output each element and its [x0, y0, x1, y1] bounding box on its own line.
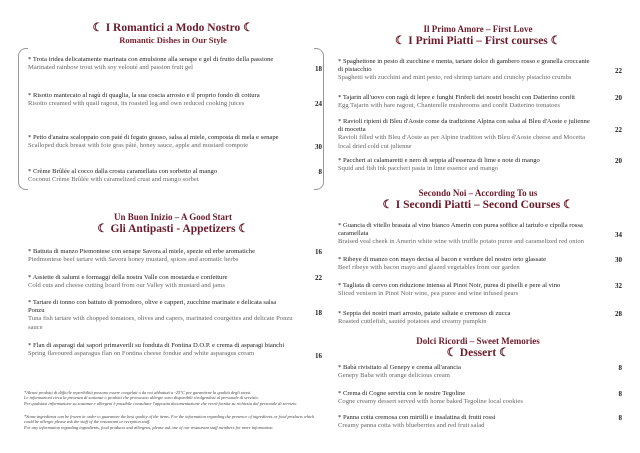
antipasti-title: ☾ Gli Antipasti - Appetizers ☾: [97, 223, 249, 235]
menu-item: [18, 134, 328, 150]
menu-item: [18, 92, 328, 108]
dish-italian: * Spaghettone in pesto di zucchine e menta, tartare dolce di gambero rosso e granella croccante di pistacchio: [338, 58, 590, 74]
dish-english: Risotto creamed with quail ragout, its roasted leg and own reduced cooking juices: [28, 100, 245, 108]
dish-italian: * Babà rivisitato al Genepy e crema all'arancia: [338, 364, 461, 371]
dish-price: 32: [615, 282, 622, 290]
menu-item: [328, 310, 628, 326]
dish-price: 28: [615, 310, 622, 318]
dish-italian: * Ravioli ripieni di Bleu d'Aoste come da tradizione Alpina con salsa al Bleu d'Aoste e julienne di mocetta: [338, 118, 590, 134]
dolci-header: [328, 336, 628, 360]
menu-item: [328, 222, 628, 247]
antipasti-header: [18, 212, 328, 236]
dish-english: Genepy Baba with orange delicious cream: [338, 372, 450, 380]
dish-italian: * Ribeye di manzo con mayo decisa al bacon e verdure del nostro orto glassate: [338, 256, 546, 263]
dish-price: 8: [618, 414, 622, 422]
dish-price: 34: [615, 231, 622, 239]
footnotes-it: [24, 390, 324, 406]
menu-item: [18, 248, 328, 264]
menu-item: [18, 299, 328, 332]
primi-super: Il Primo Amore – First Love: [423, 24, 533, 34]
dish-italian: * Tartare di tonno con battuto di pomodoro, olive e capperi, zucchine marinate e delicata salsa Ponzu: [28, 299, 277, 315]
secondi-super: Secondo Noi – According To us: [418, 188, 538, 198]
dish-english: Braised veal cheek in Amerin white wine with truffle potato puree and caramelized red onion: [338, 238, 584, 246]
dish-english: Marinated rainbow trout with soy velouté and passion fruit gel: [28, 64, 193, 72]
dish-italian: * Crème Brûlée al cocco dalla crosta caramellata con sorbetto al mango: [28, 168, 218, 175]
menu-item: [328, 256, 628, 272]
menu-item: [328, 364, 628, 380]
menu-item: [328, 282, 628, 298]
dish-price: 18: [315, 65, 322, 73]
dish-english: Scalloped duck breast with foie gras pâté, honey sauce, apple and mustard compote: [28, 142, 249, 150]
secondi-title: ☾ I Secondi Piatti – Second Courses ☾: [382, 199, 574, 211]
menu-item: [328, 157, 628, 173]
dish-italian: * Seppia dei nostri mari arrosto, patate saltate e cremoso di zucca: [338, 310, 511, 317]
dolci-title: ☾ Dessert ☾: [446, 347, 510, 359]
dish-italian: * Trota iridea delicatamente marinata con emulsione alla senape e gel di frutto della passione: [28, 56, 274, 63]
dish-italian: * Crema di Cogne servita con le nostre Tegoline: [338, 390, 466, 397]
footnote: Per qualsiasi informazione su sostanze e allergeni è possibile consultare l'apposita documentazione che verrà fornita su richiesta dal personale di servizio.: [24, 400, 298, 406]
dish-price: 8: [618, 364, 622, 372]
romantici-subtitle: Romantic Dishes in Our Style: [119, 35, 227, 45]
dish-italian: * Panna cotta cremosa con mirtilli e insalatina di frutti rossi: [338, 414, 496, 421]
romantici-header: [18, 22, 328, 45]
dish-italian: * Tajarin all'uovo con ragù di lepre e funghi Finferli dei nostri boschi con Datterino confit: [338, 94, 576, 101]
dish-english: Roasted cuttlefish, sautéd potatoes and creamy pumpkin: [338, 318, 487, 326]
dish-price: 22: [615, 67, 622, 75]
dish-english: Tuna fish tartare with chopped tomatoes, olives and capers, marinated courgettes and delicate Ponzu sauce: [28, 315, 293, 331]
dish-price: 30: [315, 143, 322, 151]
dish-price: 22: [315, 274, 322, 282]
menu-item: [328, 390, 628, 406]
dish-italian: * Tagliata di cervo con riduzione intensa al Pinot Noir, purea di piselli e pere al vino: [338, 282, 561, 289]
dish-english: Creamy panna cotta with blueberries and red fruit salad: [338, 422, 485, 430]
dish-english: Spaghetti with zucchini and mint pesto, red shrimp tartare and crunchy pistachio crumbs: [338, 74, 572, 82]
dish-price: 30: [615, 256, 622, 264]
dish-italian: * Battuta di manzo Piemontese con senape Savora al miele, spezie ed erbe aromatiche: [28, 248, 256, 255]
dish-italian: * Guancia di vitello brasata al vino bianco Amerin con purea soffice al tartufo e cipolla rossa caramellata: [338, 222, 583, 238]
dish-price: 16: [315, 352, 322, 360]
dish-english: Cogne creamy dessert served with home baked Tegoline local cookies: [338, 398, 523, 406]
menu-item: [328, 58, 628, 83]
dish-price: 8: [318, 168, 322, 176]
dish-price: 16: [315, 248, 322, 256]
menu-item: [18, 168, 328, 184]
primi-title: ☾ I Primi Piatti – First courses ☾: [395, 35, 561, 47]
dish-price: 8: [618, 390, 622, 398]
dolci-super: Dolci Ricordi – Sweet Memories: [416, 336, 540, 346]
menu-item: [328, 414, 628, 430]
dish-price: 24: [315, 100, 322, 108]
dish-english: Ravioli filled with Bleu d'Aoste as per Alpine tradition with Bleu d'Aoste cheese and Mocetta local dried cold cut julienne: [338, 134, 586, 150]
dish-price: 20: [615, 157, 622, 165]
footnotes-en: [24, 414, 324, 430]
menu-item: [18, 342, 328, 358]
dish-italian: * Assiette di salumi e formaggi della nostra Valle con mostarda e confetture: [28, 274, 228, 281]
dish-price: 20: [615, 94, 622, 102]
dish-english: Sliced venison in Pinot Noir wine, pea puree and wine infused pears: [338, 290, 519, 298]
primi-header: [328, 24, 628, 48]
dish-italian: * Petto d'anatra scaloppato con paté di fegato grasso, salsa al miele, composta di mela e senape: [28, 134, 279, 141]
menu-item: [18, 56, 328, 72]
dish-english: Coconut Crème Brûlée with caramelized crust and mango sorbet: [28, 176, 199, 184]
footnote: *Alcuni prodotti di difficile reperibilità possono essere congelati o da noi abbattuti a -25°C per garantirne la qualità degli stessi.: [24, 390, 252, 395]
dish-english: Cold cuts and cheese cutting board from our Valley with mustard and jams: [28, 282, 225, 290]
footnote: For any information regarding ingredients, food products and allergens, please ask one of our restaurant staff members for more information.: [24, 424, 274, 430]
dish-italian: * Flan di asparagi dai sapori primaverili su fonduta di Fontina D.O.P. e crema di asparagi bianchi: [28, 342, 285, 349]
dish-price: 22: [615, 126, 622, 134]
footnote: *Some ingredients can be frozen in order to guarantee the best quality of the items. For the information regarding the presence of ingredients or food products which could be allergic please ask the staff of the restaurant or reception staff.: [24, 414, 315, 425]
dish-price: 18: [315, 309, 322, 317]
secondi-header: [328, 188, 628, 212]
menu-item: [328, 94, 628, 110]
menu-item: [328, 118, 628, 151]
romantici-title: ☾ I Romantici a Modo Nostro ☾: [92, 22, 254, 34]
dish-english: Egg Tajarin with hare ragout, Chanterelle mushrooms and confit Datterino tomatoes: [338, 102, 560, 110]
antipasti-super: Un Buon Inizio – A Good Start: [113, 212, 233, 222]
dish-italian: * Paccheri ai calamaretti e nero di seppia all'essenza di lime e note di mango: [338, 157, 540, 164]
menu-item: [18, 274, 328, 290]
dish-english: Spring flavoured asparagus flan on Fontina cheese fondue and white asparagus cream: [28, 350, 255, 358]
dish-italian: * Risotto mantecato al ragù di quaglia, la sua coscia arrosto e il proprio fondo di cottura: [28, 92, 260, 99]
footnote: Le informazioni circa la presenza di sostanze o prodotti che provocano allergie sono disponibili rivolgendosi al personale di servizio.: [24, 395, 259, 401]
dish-english: Squid and fish ink paccheri pasta in lime essence and mango: [338, 165, 499, 173]
dish-english: Piedmontese beef tartare with Savora honey mustard, spices and aromatic herbs: [28, 256, 239, 264]
dish-english: Beef ribeye with bacon mayo and glazed vegetables from our garden: [338, 264, 520, 272]
